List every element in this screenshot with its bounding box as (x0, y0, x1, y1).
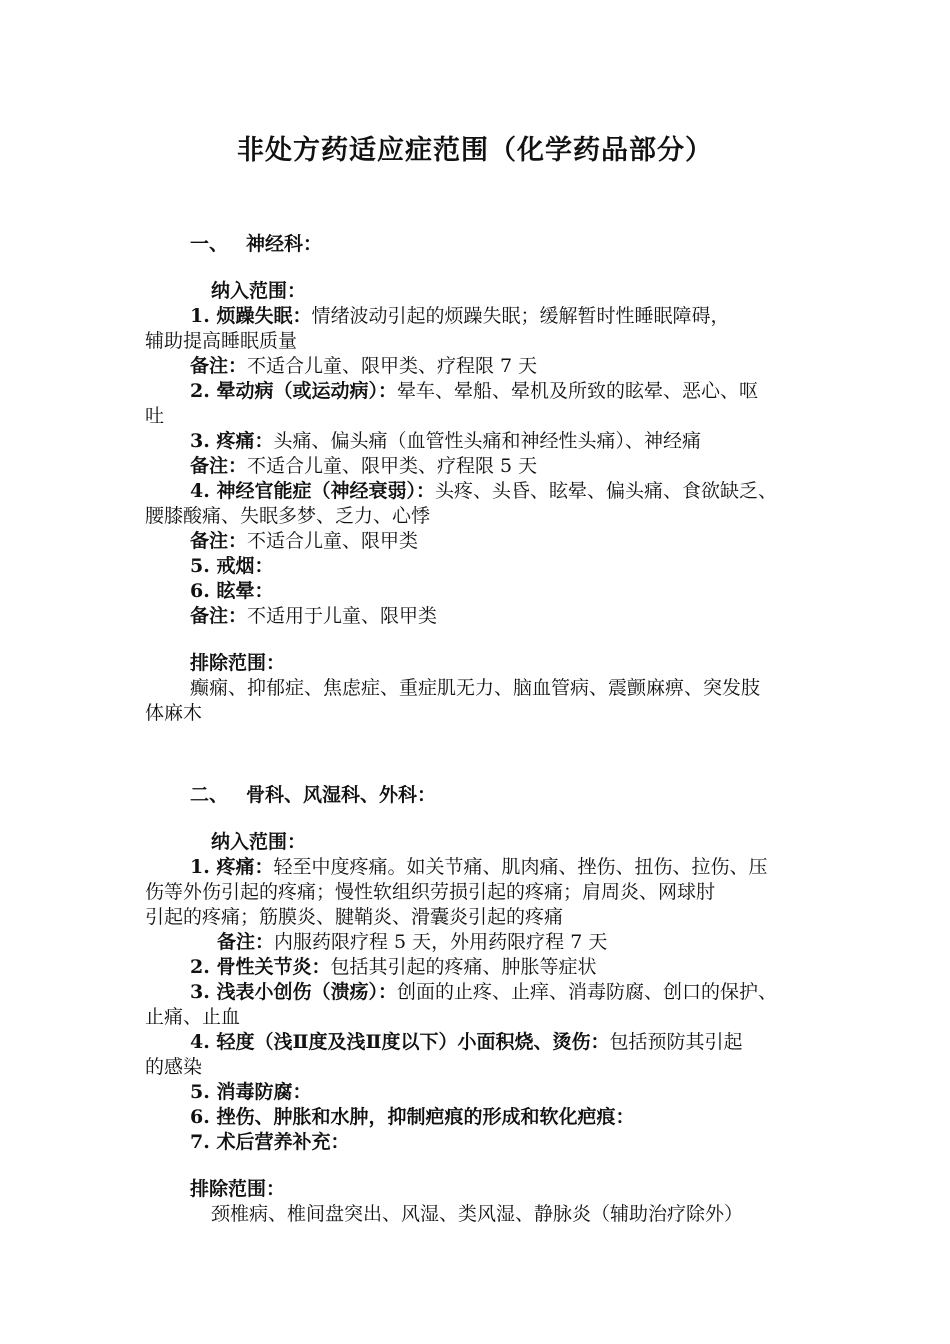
item-label: 4. 轻度（浅Ⅱ度及浅Ⅱ度以下）小面积烧、烫伤： (190, 1031, 610, 1053)
list-item (145, 429, 825, 454)
item-text: 晕车、晕船、晕机及所致的眩晕、恶心、呕 (396, 380, 758, 402)
note (145, 529, 825, 554)
item-text: 头痛、偏头痛（血管性头痛和神经性头痛）、神经痛 (273, 430, 701, 452)
item-text-continued: 止痛、止血 (145, 1006, 241, 1028)
list-item: 6. 眩晕： (190, 580, 274, 602)
note-label: 备注： (190, 355, 248, 377)
section-heading-neurology (145, 232, 825, 257)
list-item (145, 379, 825, 404)
item-text-continued: 腰膝酸痛、失眠多梦、乏力、心悸 (145, 505, 431, 527)
item-text: 包括其引起的疼痛、肿胀等症状 (330, 956, 597, 978)
item-text-continued: 吐 (145, 405, 165, 427)
include-label: 纳入范围： (211, 280, 307, 302)
note-text: 不适合儿童、限甲类 (247, 530, 419, 552)
list-item: 5. 戒烟： (190, 555, 274, 577)
note-label: 备注： (190, 530, 248, 552)
note (145, 354, 825, 379)
list-item (145, 304, 825, 329)
item-label: 1. 烦躁失眠： (190, 305, 312, 327)
document-body (145, 232, 825, 1227)
section-number: 二、 (190, 784, 229, 806)
section-name: 骨科、风湿科、外科： (246, 784, 437, 806)
item-label: 3. 浅表小创伤（溃疡）： (190, 981, 397, 1003)
item-label: 2. 骨性关节炎： (190, 956, 331, 978)
list-item (145, 980, 825, 1005)
list-item (145, 479, 825, 504)
item-text: 创面的止疼、止痒、消毒防腐、创口的保护、 (396, 981, 777, 1003)
item-text: 包括预防其引起 (609, 1031, 743, 1053)
item-text: 情绪波动引起的烦躁失眠；缓解暂时性睡眠障碍， (311, 305, 730, 327)
section-number: 一、 (190, 233, 229, 255)
note (145, 454, 825, 479)
item-label: 4. 神经官能症（神经衰弱）： (190, 480, 435, 502)
exclude-text-continued: 体麻木 (145, 702, 203, 724)
section-heading-orthopedics (145, 783, 825, 808)
exclude-text: 癫痫、抑郁症、焦虑症、重症肌无力、脑血管病、震颤麻痹、突发肢 (190, 677, 761, 699)
note (145, 930, 825, 955)
note (145, 604, 825, 629)
list-item: 5. 消毒防腐： (190, 1081, 312, 1103)
note-label: 备注： (217, 931, 275, 953)
item-text-continued: 的感染 (145, 1056, 203, 1078)
list-item (145, 855, 825, 880)
note-text: 不适用于儿童、限甲类 (247, 605, 438, 627)
list-item: 6. 挫伤、肿胀和水肿，抑制疤痕的形成和软化疤痕： (190, 1106, 635, 1128)
list-item: 7. 术后营养补充： (190, 1131, 350, 1153)
item-text-continued: 伤等外伤引起的疼痛；慢性软组织劳损引起的疼痛；肩周炎、网球肘 (145, 881, 716, 903)
exclude-text: 颈椎病、椎间盘突出、风湿、类风湿、静脉炎（辅助治疗除外） (211, 1203, 744, 1225)
page-title: 非处方药适应症范围（化学药品部分） (237, 135, 713, 166)
list-item (145, 1030, 825, 1055)
list-item (145, 955, 825, 980)
note-text: 不适合儿童、限甲类、疗程限 5 天 (247, 455, 538, 477)
item-text-continued: 辅助提高睡眠质量 (145, 330, 298, 352)
note-label: 备注： (190, 605, 248, 627)
section-name: 神经科： (246, 233, 323, 255)
include-label: 纳入范围： (211, 831, 307, 853)
item-text: 头疼、头昏、眩晕、偏头痛、食欲缺乏、 (434, 480, 777, 502)
note-text: 不适合儿童、限甲类、疗程限 7 天 (247, 355, 538, 377)
item-text: 轻至中度疼痛。如关节痛、肌肉痛、挫伤、扭伤、拉伤、压 (273, 856, 768, 878)
note-text: 内服药限疗程 5 天，外用药限疗程 7 天 (274, 931, 608, 953)
note-label: 备注： (190, 455, 248, 477)
item-label: 3. 疼痛： (190, 430, 274, 452)
exclude-label: 排除范围： (190, 1178, 286, 1200)
item-label: 1. 疼痛： (190, 856, 274, 878)
item-text-continued: 引起的疼痛；筋膜炎、腱鞘炎、滑囊炎引起的疼痛 (145, 906, 564, 928)
item-label: 2. 晕动病（或运动病）： (190, 380, 397, 402)
exclude-label: 排除范围： (190, 652, 286, 674)
